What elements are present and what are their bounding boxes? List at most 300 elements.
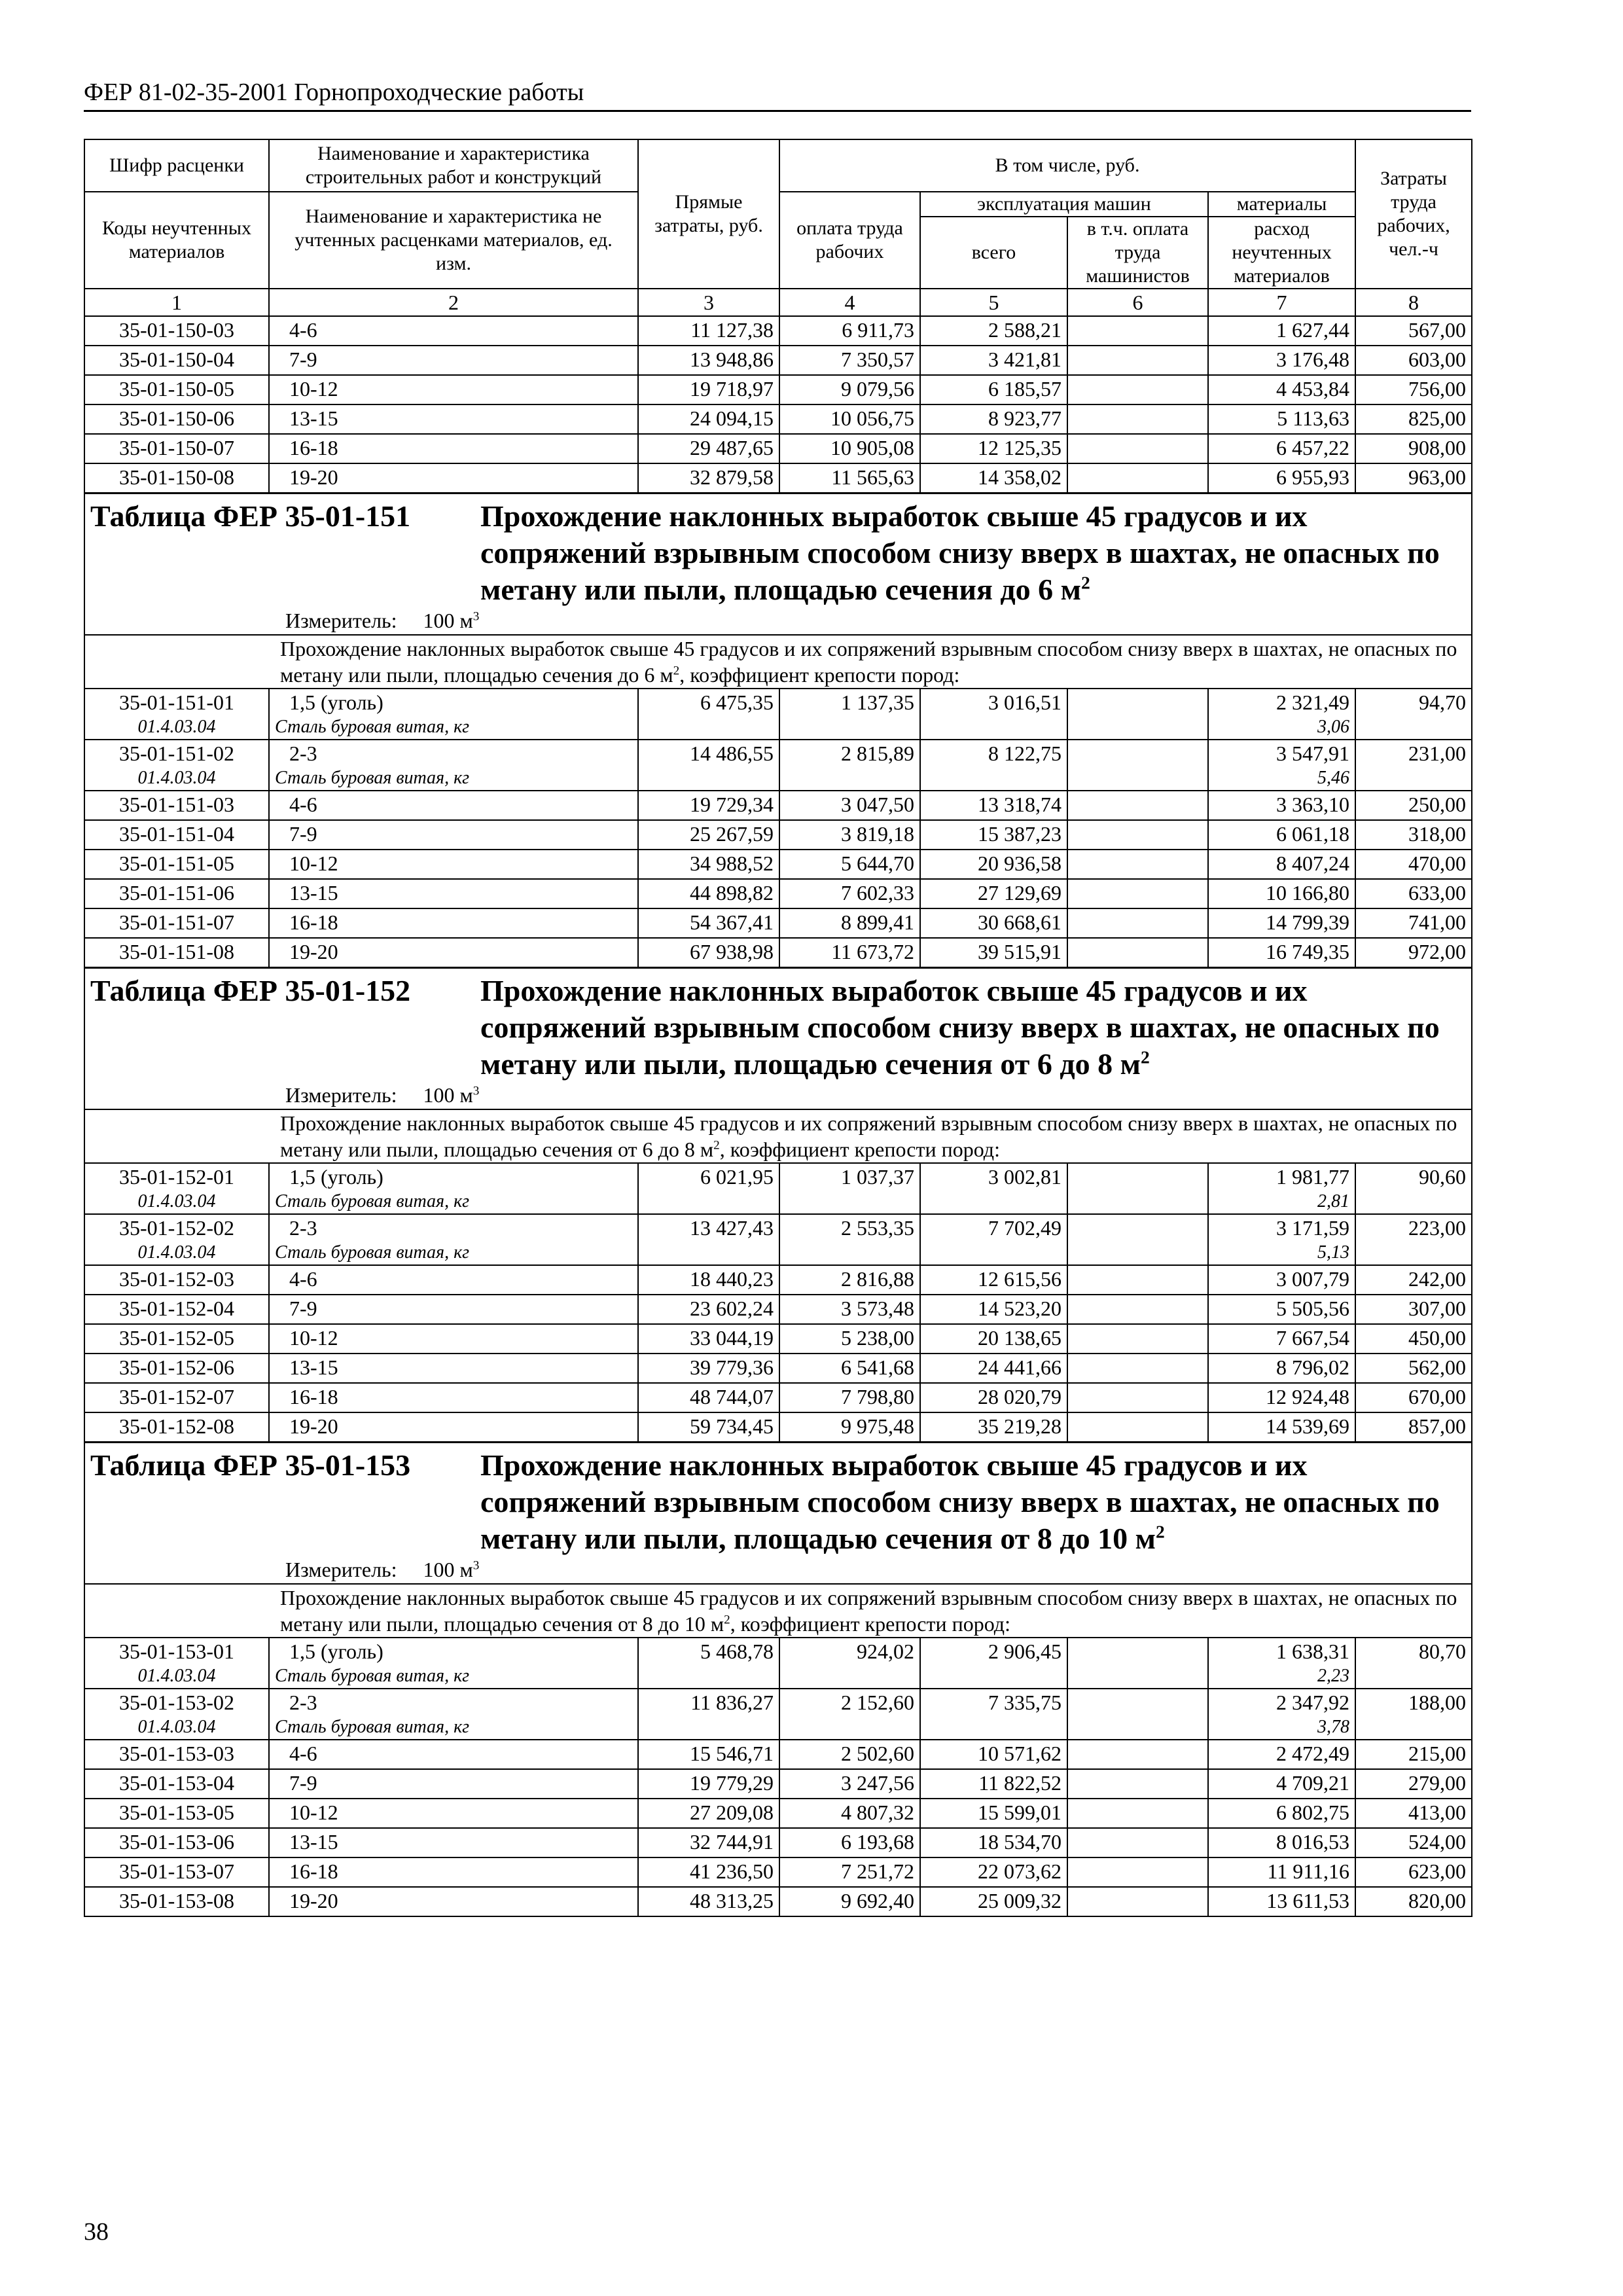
cell-direct-value: 39 779,36 [690, 1355, 774, 1379]
cell-code-value: 35-01-153-06 [119, 1830, 234, 1854]
cell-hours [1355, 434, 1472, 463]
cell-hours [1355, 1412, 1472, 1443]
cell-machines [920, 1689, 1067, 1740]
cell-labor [779, 1828, 920, 1857]
cell-hours-value: 188,00 [1408, 1691, 1467, 1714]
measure-value [423, 1558, 480, 1581]
cell-name-value: 10-12 [289, 852, 338, 875]
cell-direct [638, 316, 779, 346]
cell-machines [920, 463, 1067, 493]
measure-unit [90, 1083, 1466, 1107]
material-code: 01.4.03.04 [137, 717, 216, 737]
cell-hours [1355, 375, 1472, 404]
cell-labor [779, 1857, 920, 1887]
cell-hours [1355, 1689, 1472, 1740]
cell-code [84, 938, 269, 968]
cell-code [84, 404, 269, 434]
cell-direct-value: 11 836,27 [690, 1691, 774, 1714]
cell-name [269, 1887, 638, 1916]
cell-hours-value: 857,00 [1408, 1414, 1467, 1438]
preamble-suffix: , коэффициент крепости пород: [730, 1612, 1010, 1636]
cell-machines [920, 1295, 1067, 1324]
cell-hours [1355, 1214, 1472, 1265]
material-name: Сталь буровая витая, кг [275, 1242, 470, 1263]
cell-materials [1208, 1295, 1355, 1324]
cell-hours [1355, 1163, 1472, 1214]
cell-machines-value: 13 318,74 [978, 793, 1061, 816]
cell-operators [1067, 1265, 1208, 1295]
table-row [84, 1689, 1472, 1740]
cell-hours-value: 741,00 [1408, 910, 1467, 934]
header-rate-code: Шифр расценки [84, 139, 269, 192]
cell-hours-value: 242,00 [1408, 1267, 1467, 1291]
cell-hours [1355, 1740, 1472, 1769]
material-name: Сталь буровая витая, кг [275, 768, 470, 788]
cell-hours [1355, 1265, 1472, 1295]
cell-materials [1208, 850, 1355, 879]
cell-machines [920, 1857, 1067, 1887]
cell-name [269, 346, 638, 375]
cell-machines-value: 8 122,75 [988, 742, 1061, 765]
cell-materials-value: 6 802,75 [1276, 1801, 1350, 1824]
cell-operators [1067, 1689, 1208, 1740]
measure-value-text: 100 м [423, 609, 473, 632]
cell-operators [1067, 908, 1208, 938]
cell-direct [638, 1828, 779, 1857]
cell-operators [1067, 791, 1208, 820]
preamble-suffix: , коэффициент крепости пород: [679, 663, 960, 687]
cell-hours-value: 756,00 [1408, 377, 1467, 401]
cell-machines-value: 7 702,49 [988, 1216, 1061, 1240]
cell-labor [779, 689, 920, 740]
table-row [84, 1214, 1472, 1265]
cell-name-value: 10-12 [289, 1801, 338, 1824]
cell-name-value: 19-20 [289, 940, 338, 963]
cell-labor [779, 740, 920, 791]
cell-code [84, 463, 269, 493]
measure-label: Измеритель: [285, 1558, 397, 1581]
table-row [84, 879, 1472, 908]
cell-materials [1208, 434, 1355, 463]
cell-code-value: 35-01-151-04 [119, 822, 234, 846]
cell-code [84, 1857, 269, 1887]
cell-name [269, 791, 638, 820]
cell-code-value: 35-01-153-03 [119, 1742, 234, 1765]
cell-name [269, 1740, 638, 1769]
cell-code [84, 1324, 269, 1354]
cell-operators [1067, 1383, 1208, 1412]
cell-direct-value: 27 209,08 [690, 1801, 774, 1824]
cell-machines [920, 1740, 1067, 1769]
cell-name-value: 10-12 [289, 377, 338, 401]
cell-machines-value: 10 571,62 [978, 1742, 1061, 1765]
preamble-suffix: , коэффициент крепости пород: [719, 1138, 1000, 1161]
cell-hours-value: 562,00 [1408, 1355, 1467, 1379]
cell-operators [1067, 346, 1208, 375]
cell-hours-value: 623,00 [1408, 1859, 1467, 1883]
rates-table [84, 139, 1472, 1917]
preamble-row [84, 1109, 1472, 1163]
cell-code [84, 1740, 269, 1769]
cell-code-value: 35-01-152-08 [119, 1414, 234, 1438]
cell-name-value: 7-9 [289, 1297, 317, 1320]
table-preamble [84, 635, 1472, 689]
cell-hours [1355, 1295, 1472, 1324]
header-material-codes: Коды неучтенных материалов [84, 192, 269, 289]
cell-machines [920, 1214, 1067, 1265]
cell-name-value: 4-6 [289, 318, 317, 342]
column-number: 4 [779, 289, 920, 316]
cell-machines [920, 1887, 1067, 1916]
cell-hours-value: 413,00 [1408, 1801, 1467, 1824]
cell-materials-value: 3 171,59 [1276, 1216, 1350, 1240]
cell-operators [1067, 1769, 1208, 1799]
cell-hours-value: 450,00 [1408, 1326, 1467, 1350]
cell-name [269, 1828, 638, 1857]
cell-code-value: 35-01-153-07 [119, 1859, 234, 1883]
cell-direct [638, 791, 779, 820]
cell-name-value: 19-20 [289, 1889, 338, 1912]
cell-labor [779, 1265, 920, 1295]
cell-materials-value: 13 611,53 [1266, 1889, 1350, 1912]
cell-operators [1067, 1214, 1208, 1265]
cell-direct [638, 404, 779, 434]
cell-materials [1208, 1214, 1355, 1265]
cell-labor-value: 9 079,56 [841, 377, 914, 401]
cell-code [84, 316, 269, 346]
material-code: 01.4.03.04 [137, 1191, 216, 1211]
cell-materials [1208, 908, 1355, 938]
cell-name-value: 13-15 [289, 881, 338, 905]
cell-materials [1208, 1769, 1355, 1799]
measure-unit [90, 1557, 1466, 1582]
cell-code [84, 1265, 269, 1295]
table-row [84, 1324, 1472, 1354]
cell-machines-value: 14 523,20 [978, 1297, 1061, 1320]
table-row [84, 1412, 1472, 1443]
cell-materials-value: 2 321,49 [1276, 691, 1350, 714]
table-row [84, 1887, 1472, 1916]
cell-name [269, 1799, 638, 1828]
cell-labor [779, 1769, 920, 1799]
cell-direct-value: 44 898,82 [690, 881, 774, 905]
cell-materials-value: 6 061,18 [1276, 822, 1350, 846]
cell-materials-value: 8 796,02 [1276, 1355, 1350, 1379]
header-work-name: Наименование и характеристика строительных работ и конструкций [269, 139, 638, 192]
cell-hours-value: 231,00 [1408, 742, 1467, 765]
preamble-superscript: 2 [724, 1613, 730, 1627]
cell-labor [779, 1799, 920, 1828]
cell-machines [920, 1324, 1067, 1354]
cell-direct [638, 850, 779, 879]
cell-materials [1208, 1163, 1355, 1214]
cell-direct-value: 48 744,07 [690, 1385, 774, 1408]
cell-name [269, 1412, 638, 1443]
cell-labor [779, 404, 920, 434]
preamble-text: Прохождение наклонных выработок свыше 45 градусов и их сопряжений взрывным способом снизу вверх в шахтах, не опасных по метану или пыли, площадью сечения от 8 до 10 м [280, 1586, 1457, 1636]
cell-name [269, 1769, 638, 1799]
cell-materials [1208, 938, 1355, 968]
table-row [84, 740, 1472, 791]
cell-name-value: 16-18 [289, 1859, 338, 1883]
cell-labor-value: 10 056,75 [830, 406, 914, 430]
measure-label: Измеритель: [285, 1083, 397, 1107]
cell-name [269, 1383, 638, 1412]
cell-machines [920, 1354, 1067, 1383]
cell-direct [638, 1383, 779, 1412]
cell-labor [779, 1887, 920, 1916]
column-number: 5 [920, 289, 1067, 316]
cell-hours-value: 820,00 [1408, 1889, 1467, 1912]
cell-machines [920, 1799, 1067, 1828]
table-row [84, 1295, 1472, 1324]
cell-direct [638, 434, 779, 463]
cell-name-value: 1,5 (уголь) [289, 691, 383, 714]
cell-materials-value: 5 113,63 [1277, 406, 1350, 430]
cell-code-value: 35-01-152-02 [119, 1216, 234, 1240]
table-row [84, 404, 1472, 434]
cell-hours-value: 908,00 [1408, 436, 1467, 459]
cell-materials [1208, 1887, 1355, 1916]
measure-value-text: 100 м [423, 1558, 473, 1581]
cell-labor [779, 791, 920, 820]
material-quantity: 2,81 [1317, 1191, 1350, 1211]
cell-direct [638, 375, 779, 404]
cell-code-value: 35-01-151-08 [119, 940, 234, 963]
cell-labor-value: 11 673,72 [831, 940, 914, 963]
cell-hours-value: 603,00 [1408, 348, 1467, 371]
cell-labor-value: 7 602,33 [841, 881, 914, 905]
preamble-text: Прохождение наклонных выработок свыше 45 градусов и их сопряжений взрывным способом снизу вверх в шахтах, не опасных по метану или пыли, площадью сечения от 6 до 8 м [280, 1111, 1457, 1161]
cell-direct [638, 346, 779, 375]
table-header [84, 139, 1472, 316]
cell-operators [1067, 1295, 1208, 1324]
cell-labor [779, 938, 920, 968]
cell-direct-value: 19 718,97 [690, 377, 774, 401]
header-direct-costs: Прямые затраты, руб. [638, 139, 779, 289]
cell-hours-value: 633,00 [1408, 881, 1467, 905]
cell-name [269, 908, 638, 938]
cell-machines [920, 820, 1067, 850]
cell-operators [1067, 740, 1208, 791]
cell-machines-value: 8 923,77 [988, 406, 1061, 430]
cell-hours [1355, 1769, 1472, 1799]
cell-hours [1355, 463, 1472, 493]
table-body [84, 316, 1472, 1916]
cell-hours [1355, 791, 1472, 820]
cell-hours [1355, 346, 1472, 375]
cell-operators [1067, 1324, 1208, 1354]
cell-machines-value: 18 534,70 [978, 1830, 1061, 1854]
cell-name [269, 1265, 638, 1295]
cell-direct [638, 1412, 779, 1443]
cell-machines-value: 2 906,45 [988, 1640, 1061, 1663]
cell-name-value: 19-20 [289, 465, 338, 489]
cell-direct-value: 54 367,41 [690, 910, 774, 934]
cell-hours [1355, 1857, 1472, 1887]
cell-operators [1067, 316, 1208, 346]
cell-labor-value: 6 911,73 [842, 318, 914, 342]
cell-operators [1067, 434, 1208, 463]
cell-code-value: 35-01-150-05 [119, 377, 234, 401]
cell-code [84, 1383, 269, 1412]
cell-direct [638, 1689, 779, 1740]
cell-code [84, 1163, 269, 1214]
cell-materials [1208, 1324, 1355, 1354]
preamble-row [84, 635, 1472, 689]
title-superscript: 2 [1080, 572, 1090, 593]
table-title-text: Прохождение наклонных выработок свыше 45 градусов и их сопряжений взрывным способом снизу вверх в шахтах, не опасных по метану или пыли, площадью сечения от 8 до 10 м [480, 1448, 1440, 1555]
cell-materials [1208, 1638, 1355, 1689]
cell-materials [1208, 791, 1355, 820]
preamble-superscript: 2 [673, 664, 680, 678]
cell-materials-value: 8 407,24 [1276, 852, 1350, 875]
cell-machines [920, 1412, 1067, 1443]
cell-code [84, 434, 269, 463]
cell-code-value: 35-01-151-03 [119, 793, 234, 816]
cell-materials [1208, 820, 1355, 850]
cell-materials [1208, 316, 1355, 346]
measure-value [423, 609, 480, 632]
table-row [84, 1265, 1472, 1295]
cell-direct-value: 33 044,19 [690, 1326, 774, 1350]
cell-labor-value: 7 350,57 [841, 348, 914, 371]
cell-name-value: 4-6 [289, 1742, 317, 1765]
cell-code-value: 35-01-151-01 [119, 691, 234, 714]
cell-hours-value: 318,00 [1408, 822, 1467, 846]
material-quantity: 2,23 [1317, 1666, 1350, 1686]
cell-labor-value: 7 798,80 [841, 1385, 914, 1408]
cell-name [269, 850, 638, 879]
cell-name [269, 1214, 638, 1265]
cell-operators [1067, 1412, 1208, 1443]
cell-code-value: 35-01-150-04 [119, 348, 234, 371]
cell-machines-value: 24 441,66 [978, 1355, 1061, 1379]
cell-hours [1355, 1324, 1472, 1354]
cell-hours [1355, 404, 1472, 434]
material-name: Сталь буровая витая, кг [275, 1191, 470, 1211]
cell-labor-value: 9 692,40 [841, 1889, 914, 1912]
cell-labor-value: 3 819,18 [841, 822, 914, 846]
page-header: ФЕР 81-02-35-2001 Горнопроходческие работы [84, 77, 1471, 112]
material-code: 01.4.03.04 [137, 768, 216, 788]
cell-labor-value: 5 644,70 [841, 852, 914, 875]
cell-materials-value: 4 453,84 [1276, 377, 1350, 401]
cell-operators [1067, 1857, 1208, 1887]
cell-operators [1067, 1163, 1208, 1214]
cell-machines-value: 12 615,56 [978, 1267, 1061, 1291]
cell-materials [1208, 463, 1355, 493]
cell-operators [1067, 938, 1208, 968]
cell-materials [1208, 346, 1355, 375]
cell-hours-value: 250,00 [1408, 793, 1467, 816]
cell-labor-value: 6 193,68 [841, 1830, 914, 1854]
cell-materials [1208, 1689, 1355, 1740]
cell-name-value: 7-9 [289, 348, 317, 371]
cell-materials [1208, 375, 1355, 404]
cell-hours [1355, 1887, 1472, 1916]
cell-labor [779, 1163, 920, 1214]
cell-machines-value: 2 588,21 [988, 318, 1061, 342]
cell-direct-value: 11 127,38 [690, 318, 774, 342]
cell-direct-value: 6 475,35 [700, 691, 774, 714]
column-number: 3 [638, 289, 779, 316]
header-machine-operation: эксплуатация машин [920, 192, 1208, 217]
cell-direct [638, 1740, 779, 1769]
cell-operators [1067, 820, 1208, 850]
cell-machines-value: 11 822,52 [978, 1771, 1061, 1795]
cell-name [269, 1354, 638, 1383]
table-row [84, 1799, 1472, 1828]
cell-code-value: 35-01-152-06 [119, 1355, 234, 1379]
cell-direct [638, 879, 779, 908]
table-title-text: Прохождение наклонных выработок свыше 45 градусов и их сопряжений взрывным способом снизу вверх в шахтах, не опасных по метану или пыли, площадью сечения до 6 м [480, 499, 1440, 606]
cell-materials-value: 6 457,22 [1276, 436, 1350, 459]
cell-direct [638, 1265, 779, 1295]
table-row [84, 1354, 1472, 1383]
table-row [84, 1638, 1472, 1689]
cell-labor-value: 3 047,50 [841, 793, 914, 816]
table-title [480, 1447, 1466, 1557]
cell-labor-value: 2 152,60 [841, 1691, 914, 1714]
cell-materials [1208, 740, 1355, 791]
cell-name [269, 1857, 638, 1887]
cell-name-value: 19-20 [289, 1414, 338, 1438]
material-name: Сталь буровая витая, кг [275, 1666, 470, 1686]
cell-machines-value: 20 936,58 [978, 852, 1061, 875]
cell-machines-value: 7 335,75 [988, 1691, 1061, 1714]
cell-machines [920, 375, 1067, 404]
cell-hours [1355, 689, 1472, 740]
cell-hours [1355, 850, 1472, 879]
cell-operators [1067, 375, 1208, 404]
cell-labor-value: 2 502,60 [841, 1742, 914, 1765]
cell-machines [920, 1265, 1067, 1295]
cell-machines [920, 879, 1067, 908]
cell-direct [638, 689, 779, 740]
cell-hours-value: 215,00 [1408, 1742, 1467, 1765]
cell-materials [1208, 1412, 1355, 1443]
cell-labor-value: 2 815,89 [841, 742, 914, 765]
cell-machines-value: 15 599,01 [978, 1801, 1061, 1824]
cell-direct-value: 67 938,98 [690, 940, 774, 963]
cell-machines-value: 20 138,65 [978, 1326, 1061, 1350]
cell-machines-value: 3 002,81 [988, 1165, 1061, 1189]
cell-hours-value: 670,00 [1408, 1385, 1467, 1408]
cell-labor [779, 879, 920, 908]
cell-direct-value: 15 546,71 [690, 1742, 774, 1765]
cell-materials [1208, 1799, 1355, 1828]
cell-machines-value: 25 009,32 [978, 1889, 1061, 1912]
measure-unit [90, 608, 1466, 633]
cell-code-value: 35-01-153-08 [119, 1889, 234, 1912]
cell-machines [920, 1638, 1067, 1689]
cell-labor-value: 10 905,08 [830, 436, 914, 459]
page-number: 38 [84, 2218, 109, 2246]
cell-name-value: 13-15 [289, 1830, 338, 1854]
cell-direct [638, 1163, 779, 1214]
table-row [84, 346, 1472, 375]
cell-machines-value: 3 016,51 [988, 691, 1061, 714]
cell-direct-value: 25 267,59 [690, 822, 774, 846]
cell-labor-value: 5 238,00 [841, 1326, 914, 1350]
material-code: 01.4.03.04 [137, 1717, 216, 1737]
cell-labor-value: 2 553,35 [841, 1216, 914, 1240]
table-title [480, 973, 1466, 1083]
cell-operators [1067, 463, 1208, 493]
cell-code [84, 1799, 269, 1828]
cell-name-value: 16-18 [289, 1385, 338, 1408]
